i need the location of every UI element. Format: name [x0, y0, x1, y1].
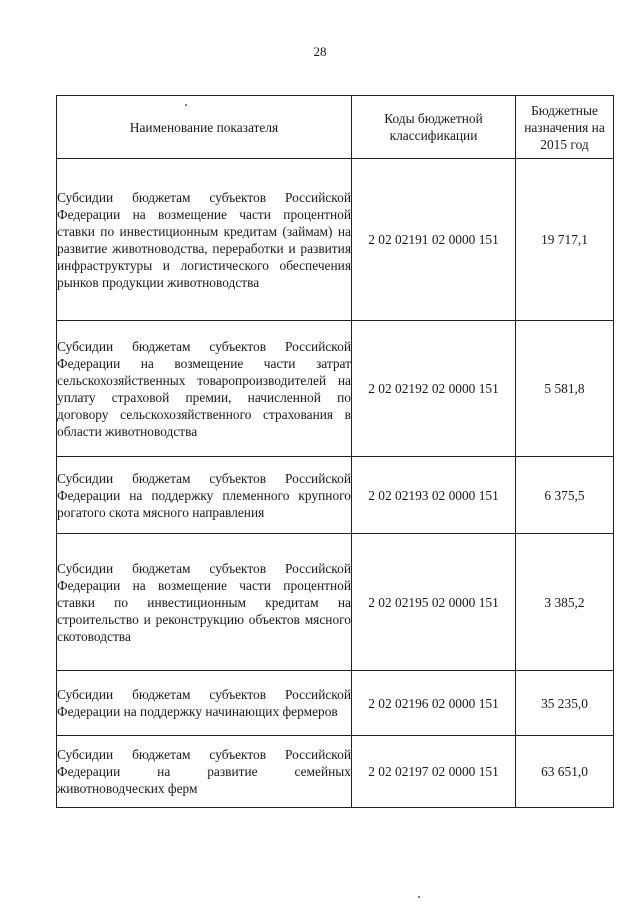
table-row — [57, 321, 614, 457]
row-code: 2 02 02195 02 0000 151 — [352, 534, 516, 671]
row-value: 3 385,2 — [516, 534, 614, 671]
row-code: 2 02 02196 02 0000 151 — [352, 671, 516, 736]
row-name: Субсидии бюджетам субъектов Российской Федерации на поддержку племенного крупного рогатого скота мясного направления — [57, 457, 352, 534]
row-value: 63 651,0 — [516, 736, 614, 808]
row-name: Субсидии бюджетам субъектов Российской Федерации на поддержку начинающих фермеров — [57, 671, 352, 736]
budget-table — [56, 95, 614, 808]
scan-speck — [185, 104, 187, 106]
row-name: Субсидии бюджетам субъектов Российской Федерации на развитие семейных животноводческих ферм — [57, 736, 352, 808]
table-header-row — [57, 96, 614, 159]
row-name: Субсидии бюджетам субъектов Российской Федерации на возмещение части процентной ставки по инвестиционным кредитам (займам) на развитие животноводства, переработки и развития инфраструктуры и логистического обеспечения рынков продукции животноводства — [57, 159, 352, 321]
row-code: 2 02 02191 02 0000 151 — [352, 159, 516, 321]
row-value: 6 375,5 — [516, 457, 614, 534]
table-row — [57, 159, 614, 321]
row-code: 2 02 02197 02 0000 151 — [352, 736, 516, 808]
row-code: 2 02 02192 02 0000 151 — [352, 321, 516, 457]
row-code: 2 02 02193 02 0000 151 — [352, 457, 516, 534]
row-value: 35 235,0 — [516, 671, 614, 736]
table-row — [57, 671, 614, 736]
row-name: Субсидии бюджетам субъектов Российской Федерации на возмещение части процентной ставки по инвестиционным кредитам на строительство и реконструкцию объектов мясного скотоводства — [57, 534, 352, 671]
header-value: Бюджетные назначения на 2015 год — [516, 96, 614, 159]
table-row — [57, 736, 614, 808]
header-name: Наименование показателя — [57, 96, 352, 159]
row-value: 19 717,1 — [516, 159, 614, 321]
row-name: Субсидии бюджетам субъектов Российской Федерации на возмещение части затрат сельскохозяйственных товаропроизводителей на уплату страховой премии, начисленной по договору сельскохозяйственного страхования в области животноводства — [57, 321, 352, 457]
table-row — [57, 457, 614, 534]
row-value: 5 581,8 — [516, 321, 614, 457]
table-row — [57, 534, 614, 671]
scan-speck — [418, 896, 420, 898]
header-code: Коды бюджетной классификации — [352, 96, 516, 159]
page-number: 28 — [313, 44, 327, 59]
